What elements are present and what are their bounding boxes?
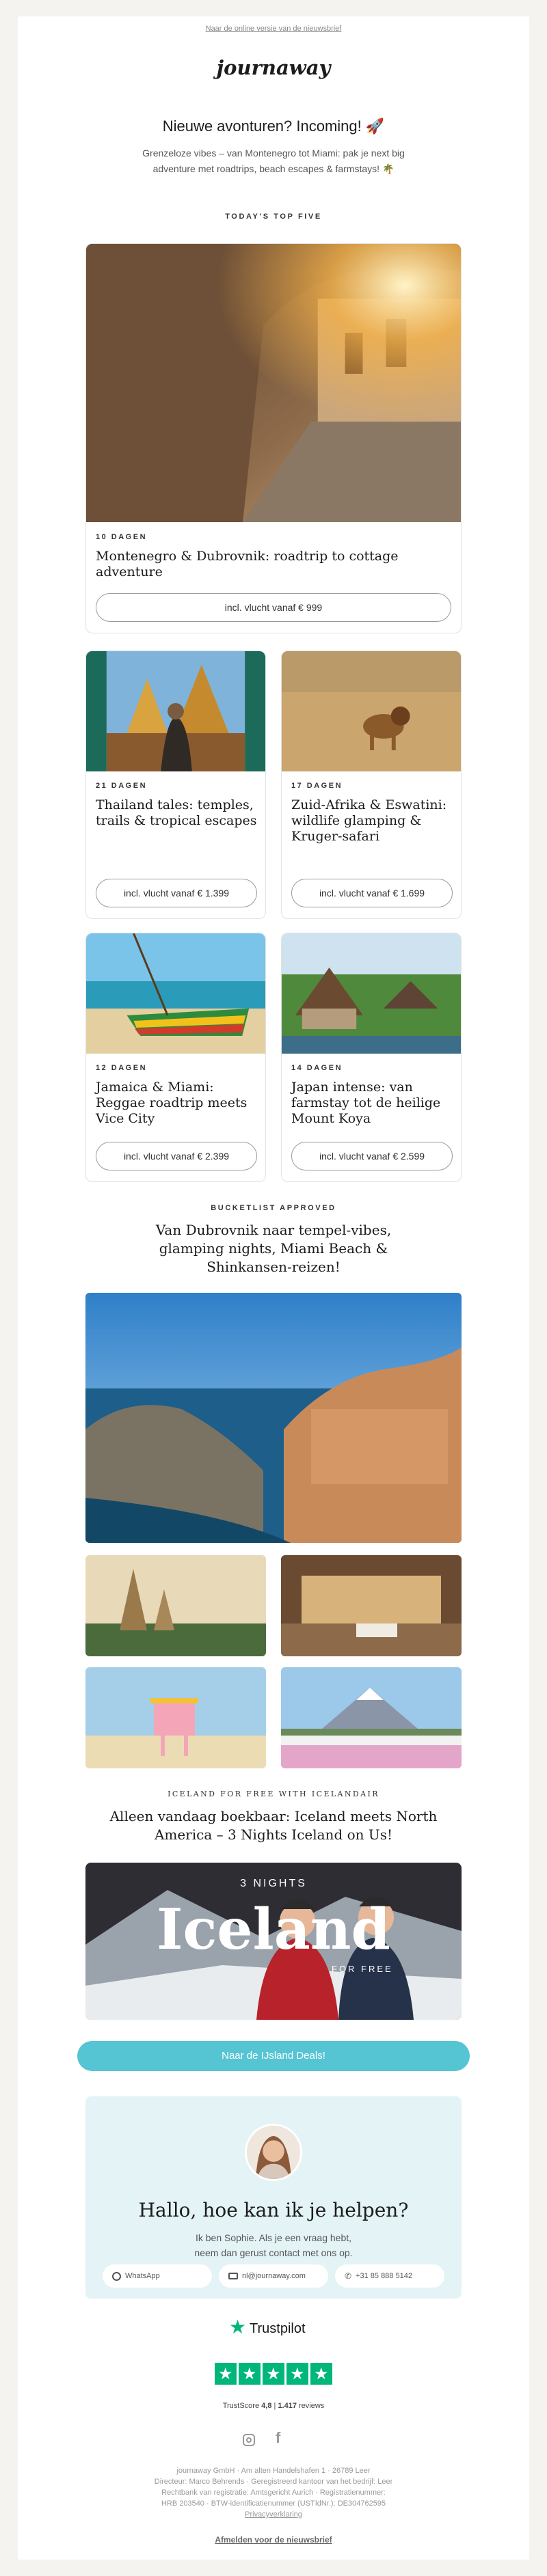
trustpilot-stars: [215, 2363, 338, 2386]
unsubscribe-link[interactable]: Afmelden voor de nieuwsbrief: [215, 2535, 332, 2545]
banner-for-free: FOR FREE: [332, 1964, 393, 1974]
trustscore-label: TrustScore: [222, 2402, 260, 2410]
bucketlist-title: Van Dubrovnik naar tempel-vibes, glamping nights, Miami Beach & Shinkansen-reizen!: [155, 1222, 392, 1275]
star-icon: ★: [215, 2363, 237, 2385]
product-card-montenegro[interactable]: [85, 243, 462, 633]
glamping-photo[interactable]: [281, 1555, 462, 1656]
contact-title: Hallo, hoe kan ik je helpen?: [138, 2199, 409, 2221]
page-title: Nieuwe avonturen? Incoming! 🚀: [162, 118, 385, 135]
avatar: [245, 2124, 302, 2181]
star-icon: ★: [263, 2363, 284, 2385]
contact-text: Ik ben Sophie. Als je een vraag hebt, neem dan gerust contact met ons op.: [194, 2232, 353, 2258]
star-icon: ★: [286, 2363, 308, 2385]
trip-duration: 17 DAGEN: [291, 782, 343, 790]
price-button[interactable]: incl. vlucht vanaf € 1.399: [96, 879, 257, 907]
trip-title[interactable]: Montenegro & Dubrovnik: roadtrip to cottage adventure: [96, 549, 399, 579]
south-africa-photo: [282, 651, 461, 771]
shinkansen-photo[interactable]: [281, 1667, 462, 1768]
facebook-icon[interactable]: f: [276, 2429, 281, 2446]
section-label-top-five: TODAY'S TOP FIVE: [225, 213, 322, 221]
trustscore-value: 4,8: [261, 2402, 272, 2410]
miami-beach-photo[interactable]: [85, 1667, 266, 1768]
trustscore: [0, 2402, 547, 2410]
iceland-title: Alleen vandaag boekbaar: Iceland meets North America – 3 Nights Iceland on Us!: [109, 1808, 438, 1843]
footer-director: Directeur: Marco Behrends · Geregistreerd kantoor van het bedrijf: Leer: [154, 2478, 393, 2486]
temple-photo[interactable]: [85, 1555, 266, 1656]
trip-title[interactable]: Jamaica & Miami: Reggae roadtrip meets Vice City: [96, 1080, 248, 1126]
reviews-label: reviews: [299, 2402, 325, 2410]
trip-duration: 10 DAGEN: [96, 533, 148, 541]
mail-icon: [228, 2273, 238, 2279]
trip-title[interactable]: Zuid-Afrika & Eswatini: wildlife glamping & Kruger-safari: [291, 797, 447, 844]
whatsapp-label: WhatsApp: [125, 2272, 160, 2281]
instagram-icon[interactable]: [243, 2434, 255, 2446]
email-button[interactable]: [219, 2264, 328, 2288]
iceland-deals-button[interactable]: Naar de IJsland Deals!: [77, 2041, 470, 2071]
reviews-count: 1.417: [278, 2402, 297, 2410]
section-label-bucketlist: BUCKETLIST APPROVED: [211, 1204, 336, 1212]
product-card-japan[interactable]: [281, 933, 462, 1182]
star-icon: ★: [239, 2363, 261, 2385]
phone-label: +31 85 888 5142: [356, 2272, 412, 2281]
trustpilot-star-icon: ★: [229, 2316, 247, 2338]
trip-duration: 12 DAGEN: [96, 1064, 148, 1072]
contact-box: [85, 2096, 462, 2299]
whatsapp-icon: [112, 2272, 121, 2281]
product-card-thailand[interactable]: [85, 650, 266, 919]
phone-icon: ✆: [345, 2271, 352, 2282]
view-online-link[interactable]: Naar de online versie van de nieuwsbrief: [205, 25, 342, 33]
separator: |: [274, 2402, 276, 2410]
footer-address: journaway GmbH · Am alten Handelshafen 1 · 26789 Leer: [176, 2467, 371, 2475]
dubrovnik-photo[interactable]: [85, 1293, 462, 1543]
montenegro-photo: [86, 244, 461, 522]
product-card-jamaica[interactable]: [85, 933, 266, 1182]
section-label-iceland: ICELAND FOR FREE WITH ICELANDAIR: [168, 1790, 379, 1798]
trip-title[interactable]: Japan intense: van farmstay tot de heilige Mount Koya: [291, 1080, 441, 1126]
footer-register: Rechtbank van registratie: Amtsgericht Aurich · Registratienummer: HRB 203540 · BTW-identificatienummer (USTIdNr.): DE304762595: [161, 2489, 386, 2508]
product-card-south-africa[interactable]: [281, 650, 462, 919]
jamaica-photo: [86, 933, 265, 1054]
whatsapp-button[interactable]: [103, 2264, 212, 2288]
logo[interactable]: journaway: [216, 56, 331, 79]
privacy-link[interactable]: Privacyverklaring: [245, 2510, 302, 2519]
banner-nights: 3 NIGHTS: [240, 1878, 307, 1889]
trip-duration: 21 DAGEN: [96, 782, 148, 790]
price-button[interactable]: incl. vlucht vanaf € 999: [96, 593, 451, 622]
star-icon: ★: [310, 2363, 332, 2385]
thailand-photo: [86, 651, 265, 771]
price-button[interactable]: incl. vlucht vanaf € 2.399: [96, 1142, 257, 1170]
price-button[interactable]: incl. vlucht vanaf € 2.599: [291, 1142, 453, 1170]
price-button[interactable]: incl. vlucht vanaf € 1.699: [291, 879, 453, 907]
trustpilot-logo[interactable]: [229, 2318, 325, 2339]
email-label: nl@journaway.com: [242, 2272, 306, 2281]
iceland-banner[interactable]: [85, 1863, 462, 2020]
trustpilot-name: Trustpilot: [250, 2321, 306, 2336]
phone-button[interactable]: [335, 2264, 444, 2288]
banner-iceland: Iceland: [157, 1897, 390, 1962]
trip-title[interactable]: Thailand tales: temples, trails & tropical escapes: [96, 797, 257, 828]
japan-photo: [282, 933, 461, 1054]
intro-text: Grenzeloze vibes – van Montenegro tot Miami: pak je next big adventure met roadtrips, beach escapes & farmstays! 🌴: [142, 148, 405, 174]
trip-duration: 14 DAGEN: [291, 1064, 343, 1072]
